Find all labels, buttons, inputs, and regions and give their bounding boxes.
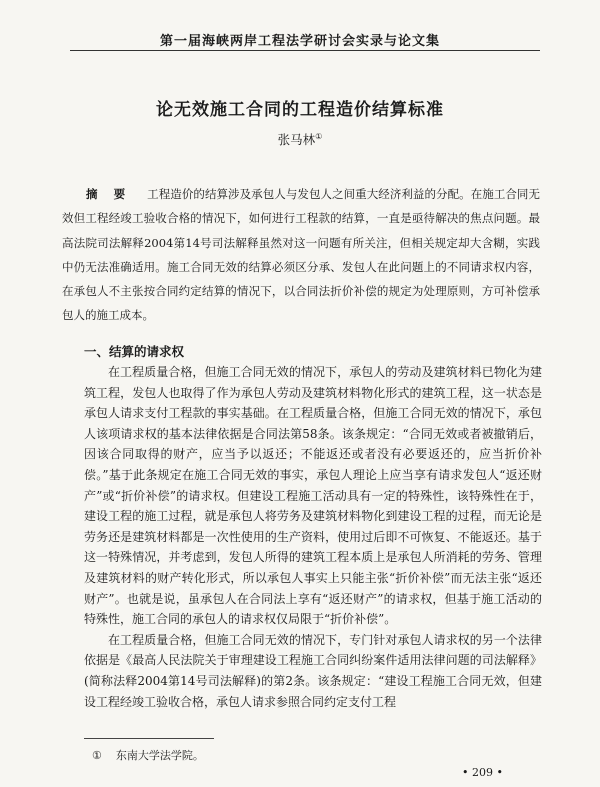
abstract-label: 摘 要 (86, 187, 132, 201)
author-name: 张马林 (277, 132, 316, 147)
abstract (62, 182, 540, 328)
page-number: • 209 • (462, 766, 503, 779)
body-paragraph: 在工程质量合格，但施工合同无效的情况下，承包人的劳动及建筑材料已物化为建筑工程，发包人也取得了作为承包人劳动及建筑材料物化形式的建筑工程，这一状态是承包人请求支付工程款的事实基础。在工程质量合格，但施工合同无效的情况下，承包人该项请求权的基本法律依据是合同法第58条。该条规定：“合同无效或者被撤销后，因该合同取得的财产，应当予以返还；不能返还或者没有必要返还的，应当折价补偿。”基于此条规定在施工合同无效的事实，承包人理论上应当享有请求发包人“返还财产”或“折价补偿”的请求权。但建设工程施工活动具有一定的特殊性，该特殊性在于，建设工程的施工过程，就是承包人将劳务及建筑材料物化到建设工程的过程，而无论是劳务还是建筑材料都是一次性使用的生产资料，使用过后即不可恢复、不能返还。基于这一特殊情况，并考虑到，发包人所得的建筑工程本质上是承包人所消耗的劳务、管理及建筑材料的财产转化形式，所以承包人事实上只能主张“折价补偿”而无法主张“返还财产”。也就是说，虽承包人在合同法上享有“返还财产”的请求权，但基于施工活动的特殊性，施工合同的承包人的请求权仅局限于“折价补偿”。 (84, 365, 542, 627)
footnote-text: 东南大学法学院。 (115, 749, 204, 762)
footnote (92, 747, 204, 763)
paper-title: 论无效施工合同的工程造价结算标准 (156, 100, 444, 120)
author-footnote-mark: ① (315, 131, 323, 141)
footnote-mark: ① (92, 749, 102, 762)
abstract-text: 工程造价的结算涉及承包人与发包人之间重大经济利益的分配。在施工合同无效但工程经竣工验收合格的情况下，如何进行工程款的结算，一直是亟待解决的焦点问题。最高法院司法解释2004第14号司法解释虽然对这一问题有所关注，但相关规定却大含糊，实践中仍无法准确适用。施工合同无效的结算必须区分承、发包人在此问题上的不同请求权内容，在承包人不主张按合同约定结算的情况下，以合同法折价补偿的规定为处理原则，方可补偿承包人的施工成本。 (62, 187, 540, 323)
running-header: 第一届海峡两岸工程法学研讨会实录与论文集 (159, 34, 440, 49)
body-text (84, 362, 542, 712)
section-heading: 一、结算的请求权 (84, 344, 185, 359)
author-line (0, 130, 600, 148)
header-rule (70, 50, 540, 51)
body-paragraph: 在工程质量合格，但施工合同无效的情况下，专门针对承包人请求权的另一个法律依据是《最高人民法院关于审理建设工程施工合同纠纷案件适用法律问题的司法解释》(简称法释2004第14号司法解释)的第2条。该条规定：“建设工程施工合同无效，但建设工程经竣工验收合格，承包人请求参照合同约定支付工程 (84, 632, 542, 709)
footnote-rule (84, 738, 214, 739)
